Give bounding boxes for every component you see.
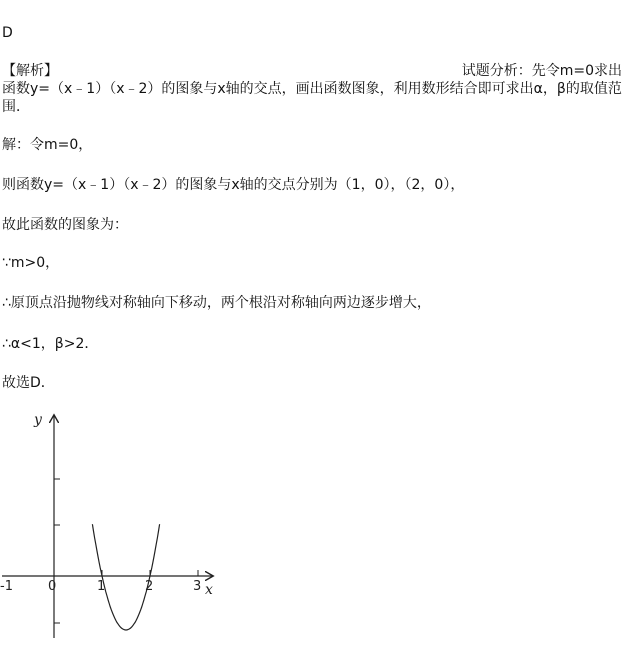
analysis-header [2,62,622,80]
parabola-graph [0,410,240,650]
x-tick-label-0: 0 [48,579,57,594]
solution-line-1: 解：令m=0， [2,137,93,153]
solution-line-7: 故选D． [2,375,55,391]
solution-line-5: ∴原顶点沿抛物线对称轴向下移动，两个根沿对称轴向两边逐步增大， [2,295,431,311]
answer-label: D [2,25,13,41]
solution-line-2: 则函数y=（x﹣1）（x﹣2）的图象与x轴的交点分别为（1，0），（2，0）， [2,177,465,193]
analysis-summary-rest: 函数y=（x﹣1）（x﹣2）的图象与x轴的交点，画出函数图象，利用数形结合即可求出α，β的取值范围． [2,81,622,115]
x-tick-label-neg1: -1 [0,579,13,594]
x-axis-label: x [205,582,213,598]
x-tick-label-1: 1 [97,579,106,594]
solution-line-3: 故此函数的图象为： [2,217,128,233]
analysis-summary-start: 试题分析：先令m=0求出 [461,63,622,79]
solution-line-6: ∴α<1，β>2． [2,336,99,352]
analysis-tag: 【解析】 [2,63,58,79]
x-tick-label-3: 3 [193,579,202,594]
parabola-curve [92,524,159,630]
x-tick-label-2: 2 [145,579,154,594]
y-axis-label: y [34,412,42,428]
solution-line-4: ∵m>0， [2,255,60,271]
